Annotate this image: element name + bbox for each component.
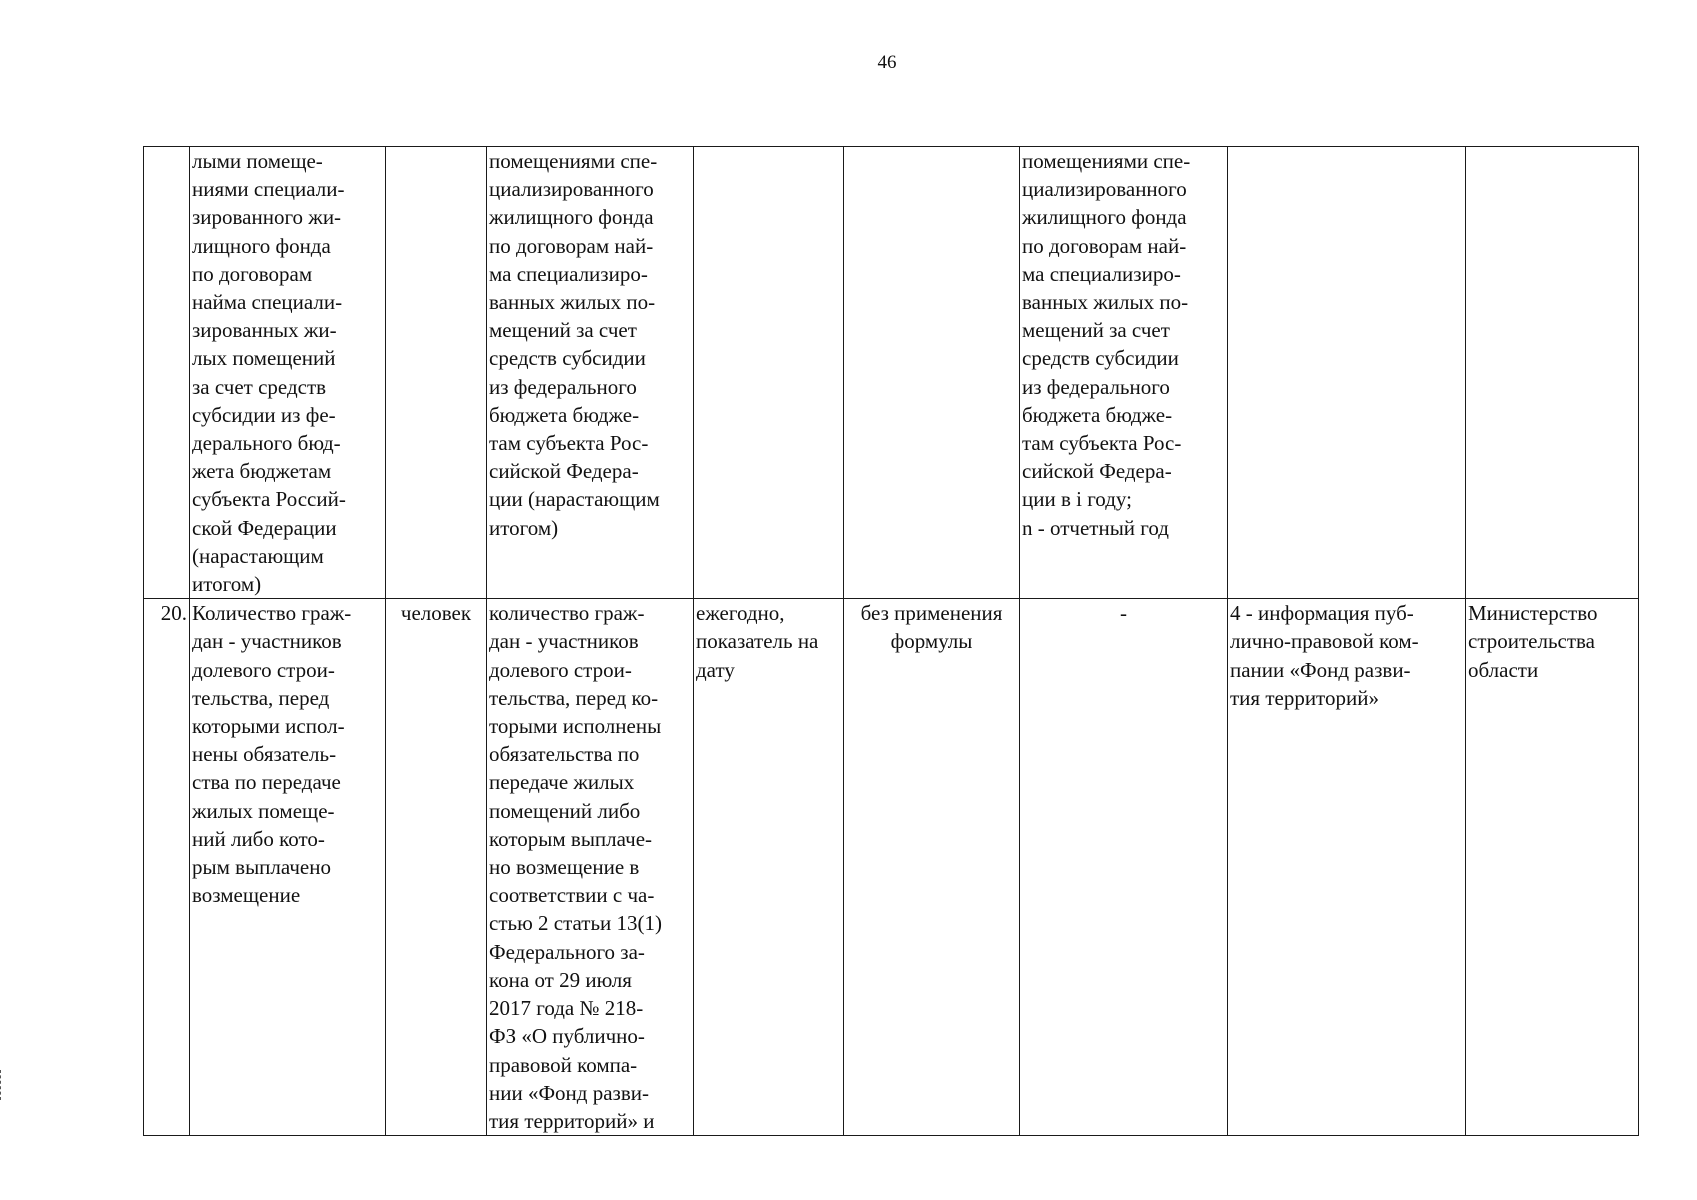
- cell-periodicity: [694, 147, 844, 599]
- scan-edge-mark: [0, 1070, 4, 1100]
- cell-formula: без применения формулы: [844, 599, 1020, 1136]
- cell-responsible: Министерство строительства области: [1466, 599, 1639, 1136]
- page-number: 46: [877, 52, 897, 73]
- cell-indicator-name: лыми помеще- ниями специали- зированного жи- лищного фонда по договорам найма специали- зированных жи- лых помещений за счет средств субсидии из фе- дерального бюд- жета бюджетам субъекта Россий- ской Федерации (нарастающим итогом): [190, 147, 386, 599]
- cell-formula: [844, 147, 1020, 599]
- cell-data-source: [1228, 147, 1466, 599]
- cell-base-indicators: помещениями спе- циализированного жилищного фонда по договорам най- ма специализиро- ванных жилых по- мещений за счет средств субсидии из федерального бюджета бюдже- там субъекта Рос- сийской Федера- ции в i году; n - отчетный год: [1020, 147, 1228, 599]
- cell-periodicity: ежегодно, показатель на дату: [694, 599, 844, 1136]
- table-row: [144, 147, 1639, 599]
- cell-data-source: 4 - информация пуб- лично-правовой ком- пании «Фонд разви- тия территорий»: [1228, 599, 1466, 1136]
- indicators-table: [143, 146, 1639, 1136]
- cell-unit: [386, 147, 487, 599]
- cell-number: 20.: [144, 599, 190, 1136]
- cell-indicator-name: Количество граж- дан - участников долевого строи- тельства, перед которыми испол- нены обязатель- ства по передаче жилых помеще- ний либо кото- рым выплачено возмещение: [190, 599, 386, 1136]
- cell-responsible: [1466, 147, 1639, 599]
- cell-definition: количество граж- дан - участников долевого строи- тельства, перед ко- торыми исполнены обязательства по передаче жилых помещений либо которым выплаче- но возмещение в соответствии с ча- стью 2 статьи 13(1) Федерального за- кона от 29 июля 2017 года № 218- ФЗ «О публично- правовой компа- нии «Фонд разви- тия территорий» и: [487, 599, 694, 1136]
- cell-unit: человек: [386, 599, 487, 1136]
- cell-number: [144, 147, 190, 599]
- cell-base-indicators: -: [1020, 599, 1228, 1136]
- table-row: [144, 599, 1639, 1136]
- cell-definition: помещениями спе- циализированного жилищного фонда по договорам най- ма специализиро- ванных жилых по- мещений за счет средств субсидии из федерального бюджета бюдже- там субъекта Рос- сийской Федера- ции (нарастающим итогом): [487, 147, 694, 599]
